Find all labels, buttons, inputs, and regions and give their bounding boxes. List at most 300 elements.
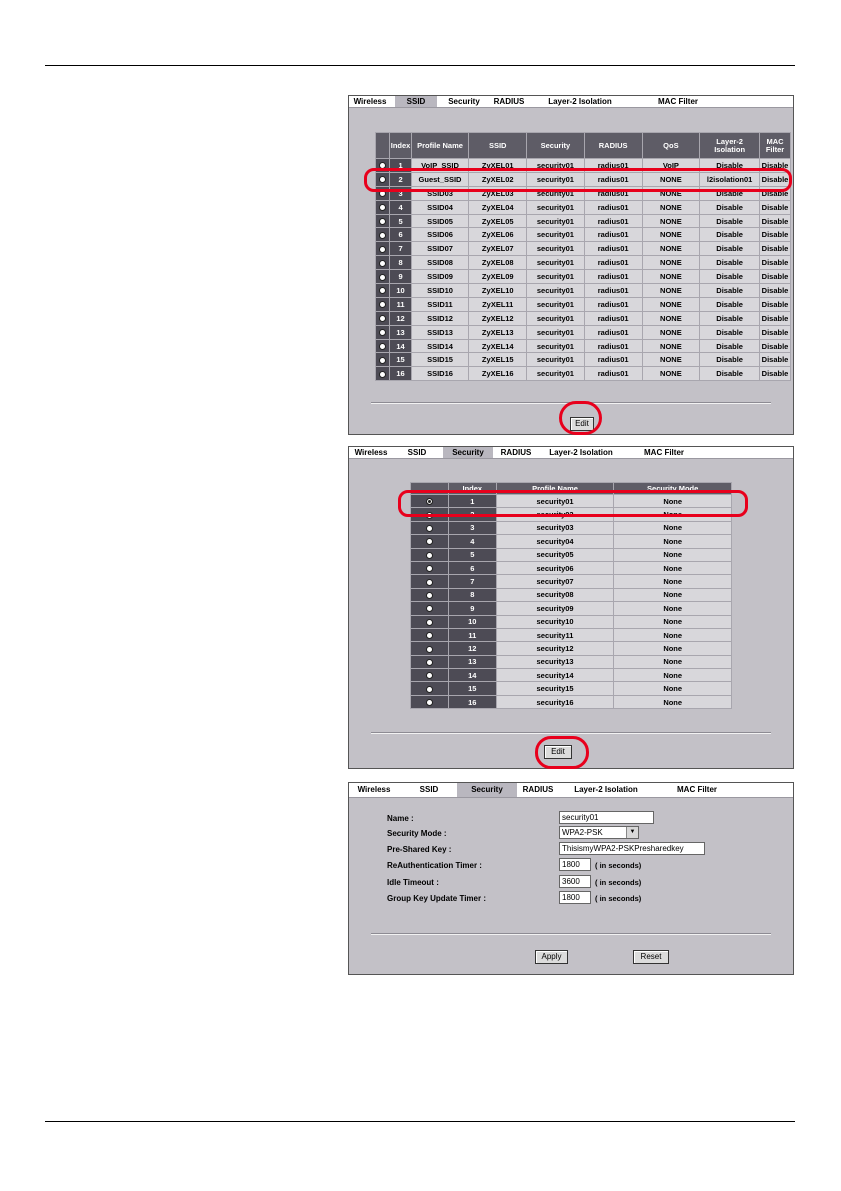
table-cell: Disable [700, 159, 760, 173]
table-cell: security01 [496, 495, 614, 508]
table-row[interactable] [411, 669, 732, 682]
table-cell: NONE [642, 311, 700, 325]
table-cell: security01 [527, 242, 585, 256]
table-cell: ZyXEL06 [469, 228, 527, 242]
table-row[interactable] [411, 561, 732, 574]
radio-button[interactable] [426, 538, 433, 545]
table-cell: security01 [527, 367, 585, 381]
table-cell: Disable [700, 228, 760, 242]
group-key-timer-label: Group Key Update Timer : [387, 894, 486, 903]
radio-button[interactable] [379, 329, 386, 336]
select-cell[interactable] [411, 548, 449, 561]
divider [371, 732, 771, 734]
table-cell: security01 [527, 256, 585, 270]
radio-button[interactable] [379, 246, 386, 253]
table-cell: None [614, 508, 732, 521]
table-cell: ZyXEL10 [469, 284, 527, 298]
highlight-edit-oval [535, 736, 589, 769]
table-cell: security08 [496, 588, 614, 601]
table-row[interactable] [411, 655, 732, 668]
group-key-timer-field[interactable]: 1800 [559, 891, 591, 904]
table-cell: SSID08 [411, 256, 469, 270]
table-cell: Disable [700, 325, 760, 339]
table-cell: security01 [527, 214, 585, 228]
radio-button[interactable] [426, 552, 433, 559]
select-column-header [376, 133, 390, 159]
column-header: Security [527, 133, 585, 159]
table-cell: Disable [700, 367, 760, 381]
table-cell: Disable [700, 297, 760, 311]
table-cell: Disable [700, 214, 760, 228]
table-cell: Disable [760, 159, 791, 173]
index-cell: 15 [390, 353, 411, 367]
radio-button[interactable] [426, 605, 433, 612]
table-cell: security12 [496, 642, 614, 655]
table-cell: None [614, 628, 732, 641]
security-mode-select[interactable] [559, 826, 639, 839]
table-cell: ZyXEL11 [469, 297, 527, 311]
tab-mac-filter[interactable]: MAC Filter [644, 448, 684, 457]
security-mode-label: Security Mode : [387, 829, 447, 838]
table-cell: NONE [642, 214, 700, 228]
radio-button[interactable] [426, 525, 433, 532]
idle-timeout-label: Idle Timeout : [387, 878, 439, 887]
column-header: SSID [469, 133, 527, 159]
select-cell[interactable] [376, 339, 390, 353]
select-cell[interactable] [376, 297, 390, 311]
tab-mac-filter[interactable]: MAC Filter [658, 97, 698, 106]
table-cell: SSID10 [411, 284, 469, 298]
table-cell: Disable [700, 339, 760, 353]
table-row[interactable] [376, 270, 791, 284]
table-row[interactable] [376, 325, 791, 339]
ssid-panel [348, 95, 794, 435]
column-header: Layer-2 Isolation [700, 133, 760, 159]
table-cell: radius01 [584, 353, 642, 367]
table-cell: security01 [527, 297, 585, 311]
select-cell[interactable] [411, 615, 449, 628]
index-cell: 11 [448, 628, 496, 641]
table-cell: None [614, 575, 732, 588]
select-cell[interactable] [376, 284, 390, 298]
table-cell: Disable [760, 186, 791, 200]
table-row[interactable] [376, 297, 791, 311]
table-row[interactable] [411, 642, 732, 655]
select-cell[interactable] [411, 682, 449, 695]
table-cell: SSID14 [411, 339, 469, 353]
radio-button[interactable] [379, 357, 386, 364]
table-cell: security05 [496, 548, 614, 561]
tab-layer2-isolation[interactable]: Layer-2 Isolation [549, 448, 613, 457]
index-cell: 13 [390, 325, 411, 339]
table-cell: Disable [700, 242, 760, 256]
table-cell: NONE [642, 367, 700, 381]
table-cell: radius01 [584, 159, 642, 173]
column-header: Index [448, 483, 496, 495]
table-cell: None [614, 535, 732, 548]
index-cell: 6 [448, 561, 496, 574]
table-cell: Disable [700, 270, 760, 284]
table-cell: security01 [527, 284, 585, 298]
table-cell: security01 [527, 339, 585, 353]
table-row[interactable] [376, 228, 791, 242]
index-cell: 15 [448, 682, 496, 695]
tab-ssid[interactable]: SSID [407, 448, 427, 457]
table-cell: security01 [527, 186, 585, 200]
table-cell: None [614, 669, 732, 682]
index-cell: 2 [448, 508, 496, 521]
index-cell: 9 [448, 602, 496, 615]
tab-layer2-isolation[interactable]: Layer-2 Isolation [574, 785, 638, 794]
table-cell: NONE [642, 284, 700, 298]
table-row[interactable] [411, 615, 732, 628]
table-cell: ZyXEL16 [469, 367, 527, 381]
select-cell[interactable] [376, 200, 390, 214]
index-cell: 10 [448, 615, 496, 628]
table-cell: ZyXEL15 [469, 353, 527, 367]
radio-button[interactable] [426, 686, 433, 693]
reauth-timer-field[interactable]: 1800 [559, 858, 591, 871]
table-cell: SSID04 [411, 200, 469, 214]
table-row[interactable] [376, 284, 791, 298]
table-cell: security01 [527, 311, 585, 325]
radio-button[interactable] [426, 672, 433, 679]
table-cell: None [614, 695, 732, 708]
table-cell: security11 [496, 628, 614, 641]
index-cell: 16 [390, 367, 411, 381]
table-row[interactable] [411, 588, 732, 601]
table-cell: security06 [496, 561, 614, 574]
table-cell: None [614, 561, 732, 574]
tab-ssid[interactable]: SSID [419, 785, 439, 794]
table-row[interactable] [411, 521, 732, 534]
security-edit-panel [348, 782, 794, 975]
radio-button[interactable] [379, 260, 386, 267]
table-cell: None [614, 602, 732, 615]
table-cell: SSID12 [411, 311, 469, 325]
table-row[interactable] [411, 628, 732, 641]
radio-button[interactable] [426, 632, 433, 639]
table-cell: SSID05 [411, 214, 469, 228]
divider [371, 933, 771, 935]
table-cell: Disable [700, 256, 760, 270]
table-cell: security15 [496, 682, 614, 695]
table-cell: security04 [496, 535, 614, 548]
table-cell: NONE [642, 353, 700, 367]
index-cell: 8 [448, 588, 496, 601]
tab-bar [349, 96, 793, 108]
table-cell: ZyXEL13 [469, 325, 527, 339]
radio-button[interactable] [379, 371, 386, 378]
tab-security[interactable]: Security [457, 783, 517, 797]
table-cell: security01 [527, 159, 585, 173]
select-cell[interactable] [376, 214, 390, 228]
table-cell: Disable [760, 172, 791, 186]
select-cell[interactable] [411, 588, 449, 601]
table-cell: Disable [760, 228, 791, 242]
column-header: Index [390, 133, 411, 159]
radio-button[interactable] [379, 232, 386, 239]
table-row[interactable] [411, 695, 732, 708]
select-cell[interactable] [376, 228, 390, 242]
table-row[interactable] [411, 548, 732, 561]
table-cell: ZyXEL01 [469, 159, 527, 173]
table-cell: NONE [642, 325, 700, 339]
table-cell: SSID13 [411, 325, 469, 339]
reauth-timer-label: ReAuthentication Timer : [387, 861, 482, 870]
highlight-row-oval [364, 168, 792, 192]
table-row[interactable] [376, 256, 791, 270]
radio-button[interactable] [426, 592, 433, 599]
radio-button[interactable] [379, 204, 386, 211]
table-cell: Disable [700, 186, 760, 200]
tab-security[interactable]: Security [448, 97, 480, 106]
table-cell: Disable [760, 297, 791, 311]
select-cell[interactable] [411, 575, 449, 588]
tab-radius[interactable]: RADIUS [522, 785, 554, 794]
chevron-down-icon[interactable]: ▼ [626, 827, 638, 838]
table-cell: NONE [642, 270, 700, 284]
table-cell: NONE [642, 256, 700, 270]
select-cell[interactable] [376, 367, 390, 381]
table-cell: Disable [760, 284, 791, 298]
tab-ssid[interactable]: SSID [395, 96, 437, 107]
idle-timeout-field[interactable]: 3600 [559, 875, 591, 888]
select-cell[interactable] [411, 521, 449, 534]
table-cell: l2isolation01 [700, 172, 760, 186]
table-row[interactable] [411, 535, 732, 548]
tab-radius[interactable]: RADIUS [493, 97, 525, 106]
tab-radius[interactable]: RADIUS [500, 448, 532, 457]
index-cell: 1 [390, 159, 411, 173]
table-cell: ZyXEL03 [469, 186, 527, 200]
table-cell: radius01 [584, 311, 642, 325]
table-row[interactable] [376, 311, 791, 325]
table-cell: NONE [642, 200, 700, 214]
table-cell: Disable [700, 353, 760, 367]
index-cell: 5 [390, 214, 411, 228]
tab-wireless[interactable]: Wireless [354, 448, 388, 457]
radio-button[interactable] [426, 646, 433, 653]
table-cell: security01 [527, 353, 585, 367]
table-cell: security01 [527, 172, 585, 186]
table-row[interactable] [411, 575, 732, 588]
table-cell: None [614, 682, 732, 695]
table-cell: SSID09 [411, 270, 469, 284]
table-cell: radius01 [584, 367, 642, 381]
table-cell: SSID06 [411, 228, 469, 242]
table-cell: security13 [496, 655, 614, 668]
index-cell: 11 [390, 297, 411, 311]
select-cell[interactable] [411, 535, 449, 548]
select-cell[interactable] [411, 628, 449, 641]
edit-button[interactable]: Edit [544, 745, 572, 759]
table-cell: security01 [527, 200, 585, 214]
table-cell: VoIP [642, 159, 700, 173]
index-cell: 4 [390, 200, 411, 214]
index-cell: 14 [390, 339, 411, 353]
radio-button[interactable] [426, 699, 433, 706]
footer-rule [45, 1121, 795, 1122]
table-cell: ZyXEL08 [469, 256, 527, 270]
radio-button[interactable] [426, 579, 433, 586]
table-cell: security01 [527, 270, 585, 284]
reset-button[interactable]: Reset [633, 950, 669, 964]
table-cell: radius01 [584, 242, 642, 256]
table-cell: None [614, 495, 732, 508]
index-cell: 5 [448, 548, 496, 561]
table-cell: SSID03 [411, 186, 469, 200]
table-cell: Guest_SSID [411, 172, 469, 186]
table-cell: ZyXEL02 [469, 172, 527, 186]
radio-button[interactable] [379, 274, 386, 281]
select-cell[interactable] [411, 695, 449, 708]
tab-security[interactable]: Security [443, 447, 493, 458]
table-cell: Disable [700, 200, 760, 214]
table-row[interactable] [376, 200, 791, 214]
table-cell: None [614, 548, 732, 561]
table-cell: SSID07 [411, 242, 469, 256]
tab-wireless[interactable]: Wireless [357, 785, 391, 794]
table-cell: ZyXEL07 [469, 242, 527, 256]
index-cell: 14 [448, 669, 496, 682]
table-cell: VoIP_SSID [411, 159, 469, 173]
select-cell[interactable] [411, 602, 449, 615]
table-cell: Disable [760, 256, 791, 270]
apply-button[interactable]: Apply [535, 950, 568, 964]
select-cell[interactable] [411, 561, 449, 574]
select-cell[interactable] [411, 642, 449, 655]
table-cell: SSID15 [411, 353, 469, 367]
select-cell[interactable] [411, 669, 449, 682]
table-cell: Disable [700, 284, 760, 298]
table-cell: Disable [700, 311, 760, 325]
table-cell: NONE [642, 172, 700, 186]
index-cell: 13 [448, 655, 496, 668]
idle-unit: ( in seconds) [595, 878, 642, 887]
select-cell[interactable] [376, 353, 390, 367]
tab-mac-filter[interactable]: MAC Filter [677, 785, 717, 794]
table-cell: NONE [642, 339, 700, 353]
select-cell[interactable] [411, 655, 449, 668]
index-cell: 3 [390, 186, 411, 200]
tab-bar [349, 447, 793, 459]
tab-layer2-isolation[interactable]: Layer-2 Isolation [548, 97, 612, 106]
table-cell: ZyXEL14 [469, 339, 527, 353]
table-row[interactable] [376, 353, 791, 367]
table-cell: radius01 [584, 228, 642, 242]
column-header: Profile Name [411, 133, 469, 159]
table-cell: ZyXEL09 [469, 270, 527, 284]
select-cell[interactable] [376, 256, 390, 270]
table-cell: radius01 [584, 284, 642, 298]
table-cell: None [614, 615, 732, 628]
table-cell: None [614, 642, 732, 655]
table-cell: security02 [496, 508, 614, 521]
table-cell: ZyXEL12 [469, 311, 527, 325]
table-cell: radius01 [584, 200, 642, 214]
table-row[interactable] [411, 602, 732, 615]
column-header: Profile Name [496, 483, 614, 495]
header-rule [45, 65, 795, 66]
table-cell: security10 [496, 615, 614, 628]
table-row[interactable] [376, 339, 791, 353]
table-cell: security07 [496, 575, 614, 588]
index-cell: 12 [390, 311, 411, 325]
name-field[interactable]: security01 [559, 811, 654, 824]
edit-button[interactable]: Edit [570, 417, 594, 431]
select-cell[interactable] [376, 311, 390, 325]
index-cell: 8 [390, 256, 411, 270]
index-cell: 7 [448, 575, 496, 588]
radio-button[interactable] [426, 659, 433, 666]
table-row[interactable] [411, 682, 732, 695]
table-cell: security16 [496, 695, 614, 708]
table-cell: security03 [496, 521, 614, 534]
table-cell: Disable [760, 270, 791, 284]
table-cell: NONE [642, 228, 700, 242]
highlight-row-oval [398, 490, 748, 517]
table-row[interactable] [376, 242, 791, 256]
index-cell: 9 [390, 270, 411, 284]
table-cell: security01 [527, 325, 585, 339]
table-cell: radius01 [584, 270, 642, 284]
radio-button[interactable] [379, 301, 386, 308]
radio-button[interactable] [426, 565, 433, 572]
highlight-edit-oval [559, 401, 602, 435]
radio-button[interactable] [379, 343, 386, 350]
table-row[interactable] [376, 367, 791, 381]
table-cell: Disable [760, 311, 791, 325]
select-cell[interactable] [376, 325, 390, 339]
table-cell: radius01 [584, 297, 642, 311]
radio-button[interactable] [379, 218, 386, 225]
select-cell[interactable] [376, 242, 390, 256]
table-cell: security14 [496, 669, 614, 682]
tab-wireless[interactable]: Wireless [353, 97, 387, 106]
radio-button[interactable] [426, 619, 433, 626]
table-cell: Disable [760, 353, 791, 367]
table-cell: NONE [642, 186, 700, 200]
select-cell[interactable] [376, 270, 390, 284]
column-header: Security Mode [614, 483, 732, 495]
psk-field[interactable]: ThisismyWPA2-PSKPresharedkey [559, 842, 705, 855]
index-cell: 3 [448, 521, 496, 534]
table-cell: None [614, 655, 732, 668]
table-cell: Disable [760, 339, 791, 353]
radio-button[interactable] [379, 315, 386, 322]
table-cell: Disable [760, 242, 791, 256]
psk-label: Pre-Shared Key : [387, 845, 452, 854]
index-cell: 4 [448, 535, 496, 548]
radio-button[interactable] [379, 287, 386, 294]
index-cell: 16 [448, 695, 496, 708]
table-cell: NONE [642, 297, 700, 311]
table-cell: radius01 [584, 186, 642, 200]
group-key-unit: ( in seconds) [595, 894, 642, 903]
table-cell: Disable [760, 367, 791, 381]
index-cell: 6 [390, 228, 411, 242]
reauth-unit: ( in seconds) [595, 861, 642, 870]
table-cell: None [614, 588, 732, 601]
table-row[interactable] [376, 214, 791, 228]
column-header: MAC Filter [760, 133, 791, 159]
table-cell: ZyXEL05 [469, 214, 527, 228]
index-cell: 2 [390, 172, 411, 186]
table-cell: security01 [527, 228, 585, 242]
table-cell: NONE [642, 242, 700, 256]
table-cell: SSID11 [411, 297, 469, 311]
